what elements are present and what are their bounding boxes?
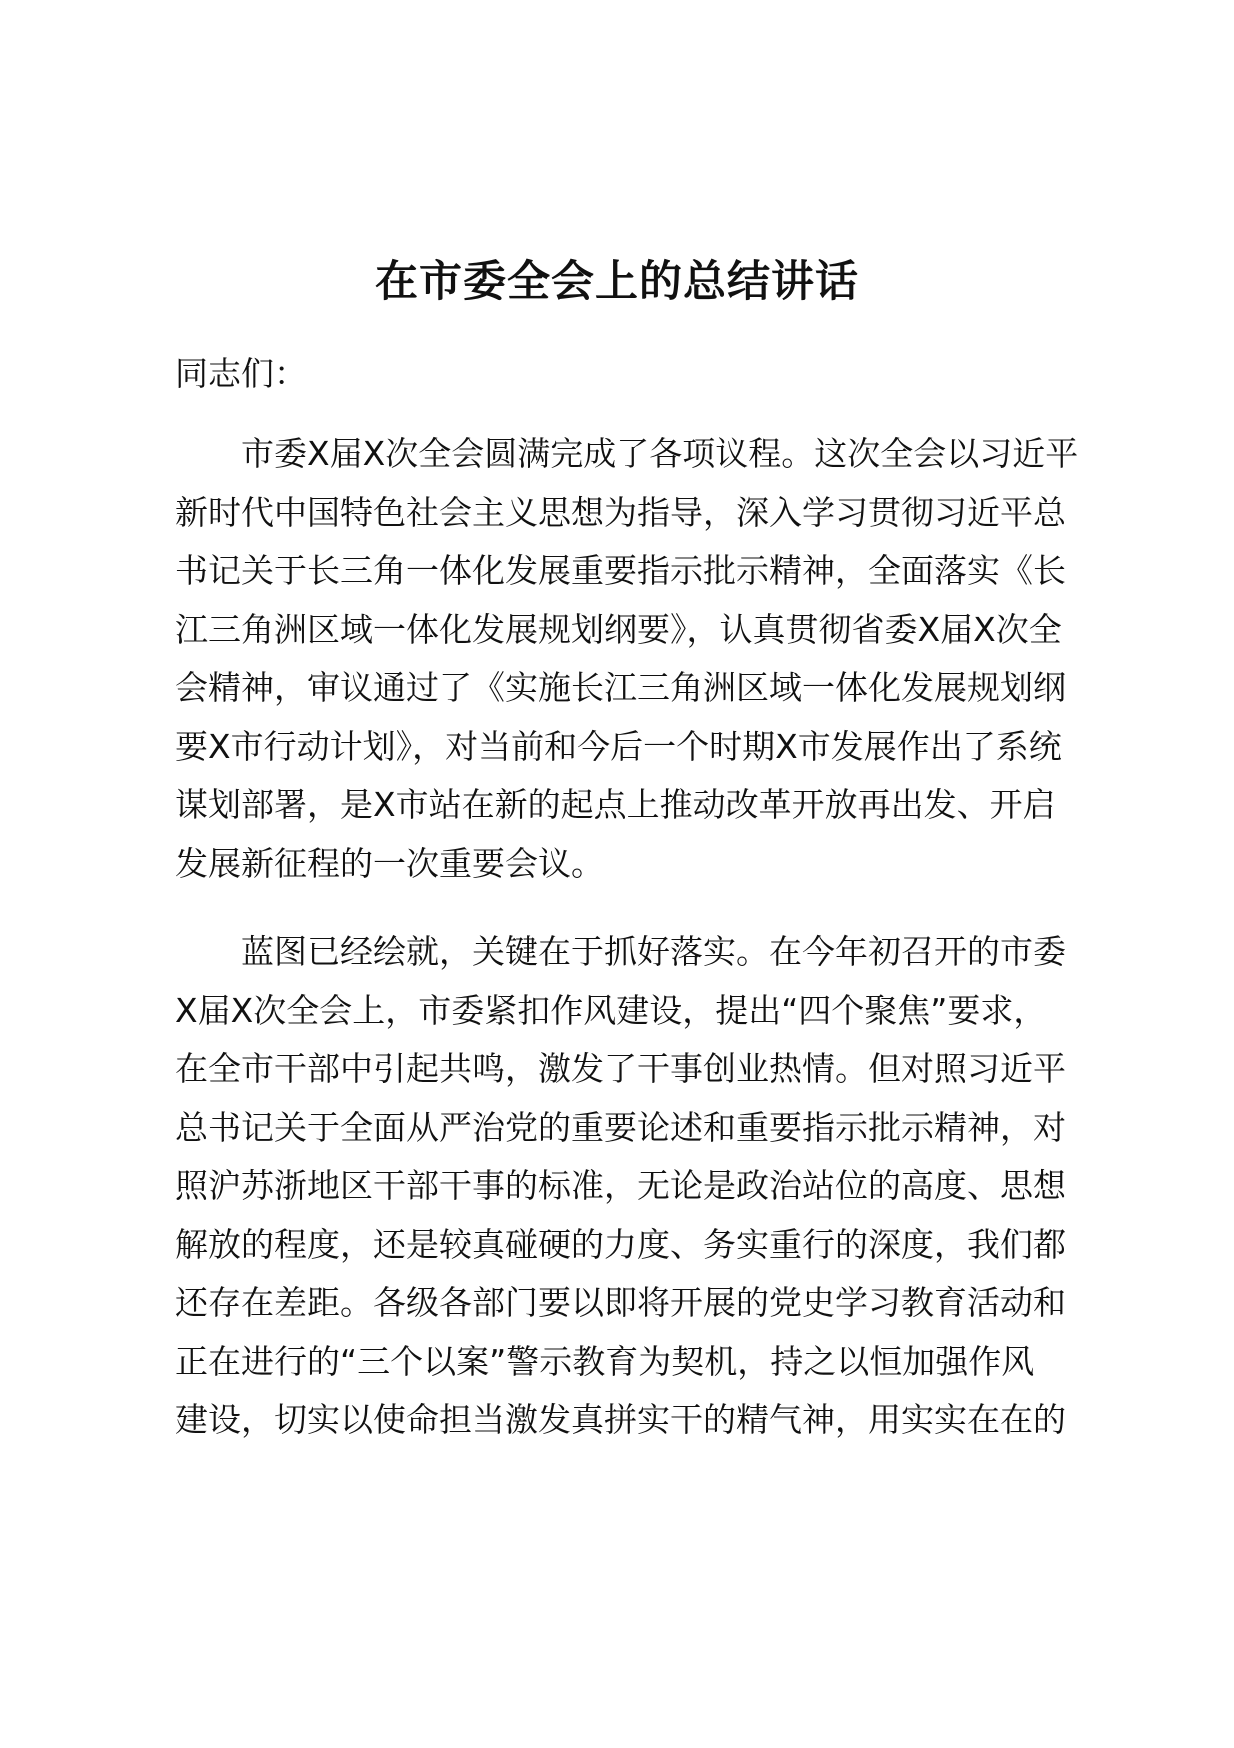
paragraph-line: 照沪苏浙地区干部干事的标准，无论是政治站位的高度、思想 — [175, 1166, 1066, 1205]
paragraph-line: 建设，切实以使命担当激发真拼实干的精气神，用实实在在的 — [175, 1400, 1066, 1439]
paragraph-line: X届X次全会上，市委紧扣作风建设，提出“四个聚焦”要求， — [175, 990, 1047, 1030]
paragraph-line: 新时代中国特色社会主义思想为指导，深入学习贯彻习近平总 — [175, 492, 1066, 532]
paragraph-line: 要X市行动计划》，对当前和今后一个时期X市发展作出了系统 — [175, 726, 1062, 766]
paragraph-line: 发展新征程的一次重要会议。 — [175, 843, 604, 883]
paragraph-line: 解放的程度，还是较真碰硬的力度、务实重行的深度，我们都 — [175, 1224, 1066, 1264]
paragraph-line: 还存在差距。各级各部门要以即将开展的党史学习教育活动和 — [175, 1283, 1066, 1322]
salutation: 同志们： — [175, 354, 307, 393]
document-title: 在市委全会上的总结讲话 — [375, 257, 859, 307]
paragraph-line: 江三角洲区域一体化发展规划纲要》，认真贯彻省委X届X次全 — [175, 609, 1062, 649]
paragraph-line: 蓝图已经绘就，关键在于抓好落实。在今年初召开的市委 — [241, 932, 1066, 971]
paragraph-1 — [175, 425, 1105, 893]
paragraph-line: 书记关于长三角一体化发展重要指示批示精神，全面落实《长 — [175, 551, 1066, 590]
paragraph-line: 会精神，审议通过了《实施长江三角洲区域一体化发展规划纲 — [175, 668, 1066, 707]
paragraph-2 — [175, 923, 1105, 1450]
paragraph-line: 总书记关于全面从严治党的重要论述和重要指示批示精神，对 — [175, 1107, 1066, 1147]
paragraph-line: 谋划部署，是X市站在新的起点上推动改革开放再出发、开启 — [175, 785, 1056, 824]
paragraph-line: 市委X届X次全会圆满完成了各项议程。这次全会以习近平 — [241, 434, 1079, 473]
paragraph-line: 正在进行的“三个以案”警示教育为契机，持之以恒加强作风 — [175, 1341, 1035, 1381]
paragraph-line: 在全市干部中引起共鸣，激发了干事创业热情。但对照习近平 — [175, 1049, 1066, 1088]
